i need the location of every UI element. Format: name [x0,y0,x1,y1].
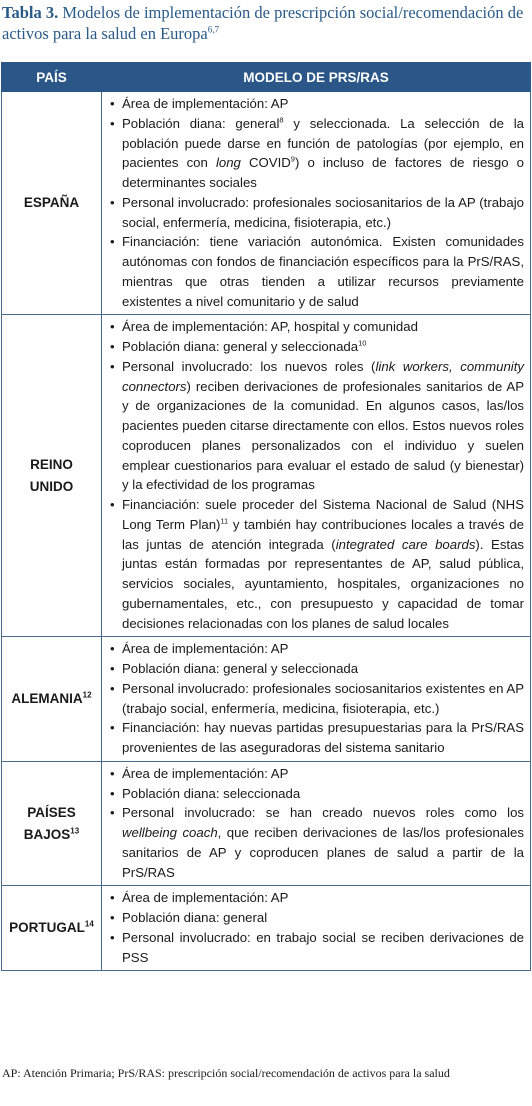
table-caption [2,2,528,44]
model-bullet-list [110,888,524,967]
model-cell [102,886,531,971]
model-bullet-list [110,639,524,758]
item-text: Población diana: general [122,115,280,131]
model-bullet-list [110,764,524,883]
italic-term: integrated care boards [335,536,476,552]
table-row [2,637,531,762]
item-text: Financiación: hay nuevas partidas presupuestarias para la PrS/RAS provenientes de las aseguradoras del sistema sanitario [122,720,524,755]
model-cell [102,92,531,315]
model-bullet-item [110,317,524,337]
reference-number: 9 [290,154,295,164]
table-row [2,92,531,315]
model-bullet-item [110,495,524,633]
item-text: ) o incluso de factores de riesgo o determinantes sociales [122,155,524,190]
model-bullet-item [110,639,524,659]
model-bullet-item [110,784,524,804]
model-bullet-item [110,659,524,679]
item-text: Área de implementación: AP [122,890,289,906]
model-bullet-item [110,803,524,882]
country-name-text: BAJOS [23,826,71,842]
country-name [2,917,101,939]
item-text: Área de implementación: AP [122,96,289,111]
country-name-text: ALEMANIA [11,691,83,706]
table-footnote: AP: Atención Primaria; PrS/RAS: prescripción social/recomendación de activos para la salud [2,1066,450,1080]
model-bullet-item [110,114,524,193]
table-label: Tabla 3. [2,3,59,22]
item-text: ). Estas juntas están formadas por representantes de AP, salud pública, servicios sociales, ayuntamiento, hospitales, organizaciones no gubernamentales, etc., con presupuesto y capacidad de tomar decisiones relacionadas con los planes de salud locales [122,536,525,631]
model-bullet-item [110,718,524,758]
reference-number: 8 [279,115,284,125]
table-row [2,761,531,886]
reference-number: 11 [220,516,229,526]
item-text: Población diana: general y seleccionada [122,339,359,354]
item-text: Personal involucrado: se han creado nuevos roles como los [122,805,524,821]
country-name [2,192,101,214]
country-name [2,454,101,476]
model-bullet-list [110,317,524,633]
country-name-text: PORTUGAL [9,920,85,936]
country-name-text: PAÍSES [27,804,76,820]
model-bullet-item [110,908,524,928]
country-reference: 12 [82,690,92,700]
model-bullet-list [110,94,524,311]
country-cell [2,637,102,762]
country-name [2,824,101,846]
table-row [2,315,531,637]
country-cell [2,315,102,637]
country-name [2,802,101,824]
model-cell [102,637,531,762]
item-text: Población diana: general [122,910,268,925]
model-cell [102,315,531,637]
item-text: Financiación: suele proceder del Sistema Nacional de Salud (NHS Long Term Plan) [122,497,524,532]
country-cell [2,761,102,886]
item-text: y también hay contribuciones locales a través de las juntas de atención integrada ( [122,516,524,552]
reference-number: 10 [358,338,367,348]
item-text: Personal involucrado: profesionales sociosanitarios existentes en AP (trabajo social, enfermería, medicina, fisioterapia, etc.) [122,680,524,716]
header-model: MODELO DE PRS/RAS [102,63,531,92]
header-country: PAÍS [2,63,102,92]
country-cell [2,92,102,315]
model-bullet-item [110,679,524,719]
model-bullet-item [110,928,524,968]
model-cell [102,761,531,886]
item-text: Población diana: general y seleccionada [122,661,359,676]
country-name-text: ESPAÑA [23,195,80,211]
item-text: Personal involucrado: los nuevos roles ( [122,358,376,374]
country-name-text: UNIDO [29,478,74,494]
item-text: y seleccionada. La selección de la población puede darse en función de patologías (por ejemplo, en pacientes con [122,115,524,171]
model-bullet-item [110,94,524,114]
item-text: Población diana: seleccionada [122,785,301,801]
country-reference: 13 [70,826,80,835]
country-reference: 14 [84,919,94,929]
table-title: Modelos de implementación de prescripción social/recomendación de activos para la salud en Europa [2,3,524,43]
model-bullet-item [110,193,524,233]
country-name [2,476,101,498]
model-bullet-item [110,764,524,784]
item-text: ) reciben derivaciones de profesionales sanitarios de AP y de organizaciones de la comunidad. En algunos casos, las/los pacientes pueden citarse directamente con ellos. Estos nuevos roles coproducen planes personalizados con el individuo y suelen emplear cuestionarios para evaluar el estado de salud (y bienestar) y la efectividad de los programas [122,378,524,493]
country-name [2,688,101,710]
item-text: Personal involucrado: en trabajo social se reciben derivaciones de PSS [122,929,524,965]
model-bullet-item [110,888,524,908]
italic-term: long [215,155,241,171]
item-text: , que reciben derivaciones de las/los profesionales sanitarios de AP y coproducen planes de salud a partir de la PrS/RAS [122,825,524,880]
table-row [2,886,531,971]
item-text: Área de implementación: AP, hospital y comunidad [122,319,418,335]
italic-term: link workers, community connectors [122,358,524,394]
table-header-row [2,63,531,92]
model-bullet-item [110,232,524,311]
prs-models-table [1,62,531,971]
country-cell [2,886,102,971]
model-bullet-item [110,337,524,357]
country-name-text: REINO [30,456,73,472]
item-text: Área de implementación: AP [122,641,289,657]
item-text: Área de implementación: AP [122,765,289,781]
table-title-refs: 6,7 [207,24,219,35]
model-bullet-item [110,357,524,495]
item-text: COVID [240,155,291,171]
item-text: Financiación: tiene variación autonómica. Existen comunidades autónomas con fondos de financiación específicos para la PrS/RAS, mientras que otras tienden a utilizar recursos previamente existentes a nivel comunitario y de salud [122,234,524,309]
italic-term: wellbeing coach [122,825,218,840]
item-text: Personal involucrado: profesionales sociosanitarios de la AP (trabajo social, enfermería, medicina, fisioterapia, etc.) [122,194,524,230]
